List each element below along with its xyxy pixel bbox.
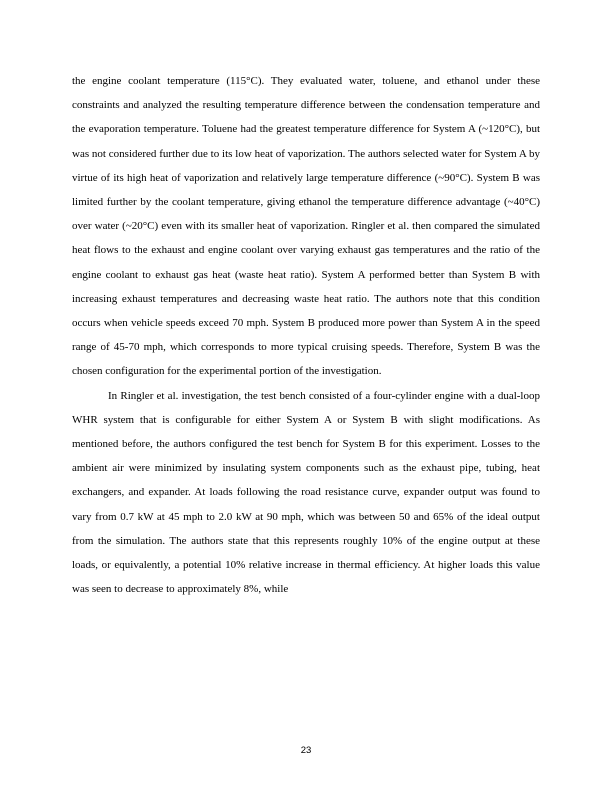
paragraph-1: the engine coolant temperature (115°C). They evaluated water, toluene, and ethanol under these constraints and analyzed the resulting temperature difference between the condensation temperature and the evaporation temperature. Toluene had the greatest temperature difference for System A (~120°C), but was not considered further due to its low heat of vaporization. The authors selected water for System A by virtue of its high heat of vaporization and relatively large temperature difference (~90°C). System B was limited further by the coolant temperature, giving ethanol the temperature difference advantage (~40°C) over water (~20°C) even with its smaller heat of vaporization. Ringler et al. then compared the simulated heat flows to the exhaust and engine coolant over varying exhaust gas temperatures and the ratio of the engine coolant to exhaust gas heat (waste heat ratio). System A performed better than System B with increasing exhaust temperatures and decreasing waste heat ratio. The authors note that this condition occurs when vehicle speeds exceed 70 mph. System B produced more power than System A in the speed range of 45-70 mph, which corresponds to more typical cruising speeds. Therefore, System B was the chosen configuration for the experimental portion of the investigation. [72,75,540,378]
paragraph-2: In Ringler et al. investigation, the test bench consisted of a four-cylinder engine with a dual-loop WHR system that is configurable for either System A or System B with slight modifications. As mentioned before, the authors configured the test bench for System B for this experiment. Losses to the ambient air were minimized by insulating system components such as the exhaust pipe, tubing, heat exchangers, and expander. At loads following the road resistance curve, expander output was found to vary from 0.7 kW at 45 mph to 2.0 kW at 90 mph, which was between 50 and 65% of the ideal output from the simulation. The authors state that this represents roughly 10% of the engine output at these loads, or equivalently, a potential 10% relative increase in thermal efficiency. At higher loads this value was seen to decrease to approximately 8%, while [72,389,540,596]
page-body [72,69,540,601]
page-number: 23 [300,745,312,756]
